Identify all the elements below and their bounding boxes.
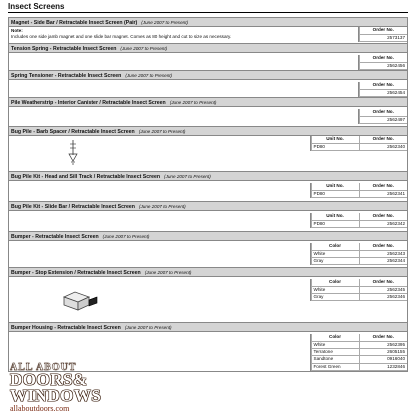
order-no-value: 2562340 — [359, 143, 407, 150]
order-no-header: Order No. — [359, 55, 407, 62]
stop-extension-image — [61, 287, 101, 314]
order-no-value: 2562342 — [359, 220, 407, 227]
section-date: (June 2007 to Present) — [141, 20, 189, 25]
note-text: Includes one side jamb magnet and one slide bar magnet. Comes as 80 height and cut to size as necessary. — [11, 34, 232, 39]
order-grid — [310, 213, 408, 228]
section-header — [9, 323, 407, 332]
page-title: Insect Screens — [8, 2, 408, 13]
color-value: Forest Green — [311, 363, 359, 370]
brand-logo — [8, 356, 140, 414]
order-no-header: Order No. — [359, 136, 407, 143]
section-title: Tension Spring - Retractable Insect Screen — [11, 46, 117, 52]
section-title: Bug Pile - Barb Spacer / Retractable Insect Screen — [11, 129, 135, 135]
order-no-header: Order No. — [359, 82, 407, 89]
order-grid — [358, 109, 408, 124]
order-no-header: Order No. — [359, 279, 407, 286]
order-grid — [310, 136, 408, 151]
order-grid — [358, 82, 408, 97]
order-grid — [358, 55, 408, 70]
section-header — [9, 127, 407, 136]
color-value: Gray — [311, 293, 359, 300]
parts-list — [8, 17, 408, 372]
order-no-value: 2562497 — [359, 116, 407, 123]
order-no-value: 1232846 — [359, 363, 407, 370]
order-no-value: 2562395 — [359, 341, 407, 348]
unit-no-header: Unit No. — [311, 183, 359, 190]
section-date: (June 2007 to Present) — [102, 234, 150, 239]
part-section-bug-pile-barb-spacer — [8, 127, 408, 172]
order-no-header: Order No. — [359, 213, 407, 220]
section-title: Bumper Housing - Retractable Insect Screen — [11, 325, 121, 331]
part-section-bug-pile-kit-slide-bar — [8, 202, 408, 232]
logo-line-3: WINDOWS — [10, 386, 102, 405]
part-section-bumper-stop-extension — [8, 268, 408, 323]
order-no-value: 2562454 — [359, 89, 407, 96]
section-title: Pile Weatherstrip - Interior Canister / Retractable Insect Screen — [11, 100, 166, 106]
order-grid — [358, 27, 408, 42]
color-value: Gray — [311, 257, 359, 264]
section-date: (June 2007 to Present) — [120, 46, 168, 51]
section-title: Bumper - Stop Extension / Retractable Insect Screen — [11, 270, 141, 276]
color-value: Sandtone — [311, 356, 359, 363]
order-no-header: Order No. — [359, 183, 407, 190]
order-no-value: 2562344 — [359, 257, 407, 264]
part-section-magnet — [8, 17, 408, 44]
order-no-value: 2562341 — [359, 190, 407, 197]
section-title: Spring Tensioner - Retractable Insect Screen — [11, 73, 122, 79]
part-section-bug-pile-kit-head-sill — [8, 172, 408, 202]
color-value: White — [311, 250, 359, 257]
order-no-value: 2562345 — [359, 286, 407, 293]
part-section-spring-tensioner — [8, 71, 408, 98]
order-grid — [310, 334, 408, 371]
color-header: Color — [311, 243, 359, 250]
order-no-header: Order No. — [359, 109, 407, 116]
section-header — [9, 71, 407, 80]
section-header — [9, 18, 407, 27]
order-no-header: Order No. — [359, 243, 407, 250]
order-no-value: 2562456 — [359, 62, 407, 69]
section-header — [9, 268, 407, 277]
section-header — [9, 44, 407, 53]
section-date: (June 2007 to Present) — [138, 129, 186, 134]
unit-no-header: Unit No. — [311, 136, 359, 143]
section-date: (June 2007 to Present) — [138, 204, 186, 209]
logo-line-2: DOORS& — [10, 370, 88, 389]
section-title: Bug Pile Kit - Head and Sill Track / Retractable Insect Screen — [11, 174, 161, 180]
section-date: (June 2007 to Present) — [125, 73, 173, 78]
unit-no-value: PD80 — [311, 190, 359, 197]
color-value: White — [311, 286, 359, 293]
order-grid — [310, 243, 408, 265]
section-title: Bumper - Retractable Insect Screen — [11, 234, 99, 240]
order-no-value: 2562346 — [359, 293, 407, 300]
section-date: (June 2007 to Present) — [124, 325, 172, 330]
color-header: Color — [311, 279, 359, 286]
part-section-tension-spring — [8, 44, 408, 71]
section-title: Magnet - Side Bar / Retractable Insect Screen (Pair) — [11, 20, 138, 26]
section-date: (June 2007 to Present) — [144, 270, 192, 275]
unit-no-header: Unit No. — [311, 213, 359, 220]
section-header — [9, 98, 407, 107]
logo-line-1: ALL ABOUT — [10, 362, 77, 373]
logo-url: allaboutdoors.com — [10, 404, 70, 413]
color-value: Terratone — [311, 348, 359, 355]
note-box — [9, 27, 361, 41]
section-header — [9, 172, 407, 181]
section-header — [9, 202, 407, 211]
section-date: (June 2007 to Present) — [169, 100, 217, 105]
part-section-pile-weatherstrip — [8, 98, 408, 127]
section-date: (June 2007 to Present) — [164, 174, 211, 179]
part-section-bumper — [8, 232, 408, 268]
note-label: Note: — [11, 28, 23, 33]
section-title: Bug Pile Kit - Slide Bar / Retractable Insect Screen — [11, 204, 135, 210]
order-no-value: 2562343 — [359, 250, 407, 257]
order-no-value: 2573137 — [359, 34, 407, 41]
barb-spacer-image — [67, 139, 79, 168]
order-grid — [310, 183, 408, 198]
order-no-value: 2605155 — [359, 348, 407, 355]
order-no-value: 0916040 — [359, 356, 407, 363]
section-header — [9, 232, 407, 241]
color-header: Color — [311, 334, 359, 341]
unit-no-value: PD80 — [311, 143, 359, 150]
unit-no-value: PD80 — [311, 220, 359, 227]
order-no-header: Order No. — [359, 27, 407, 34]
color-value: White — [311, 341, 359, 348]
order-no-header: Order No. — [359, 334, 407, 341]
order-grid — [310, 279, 408, 301]
